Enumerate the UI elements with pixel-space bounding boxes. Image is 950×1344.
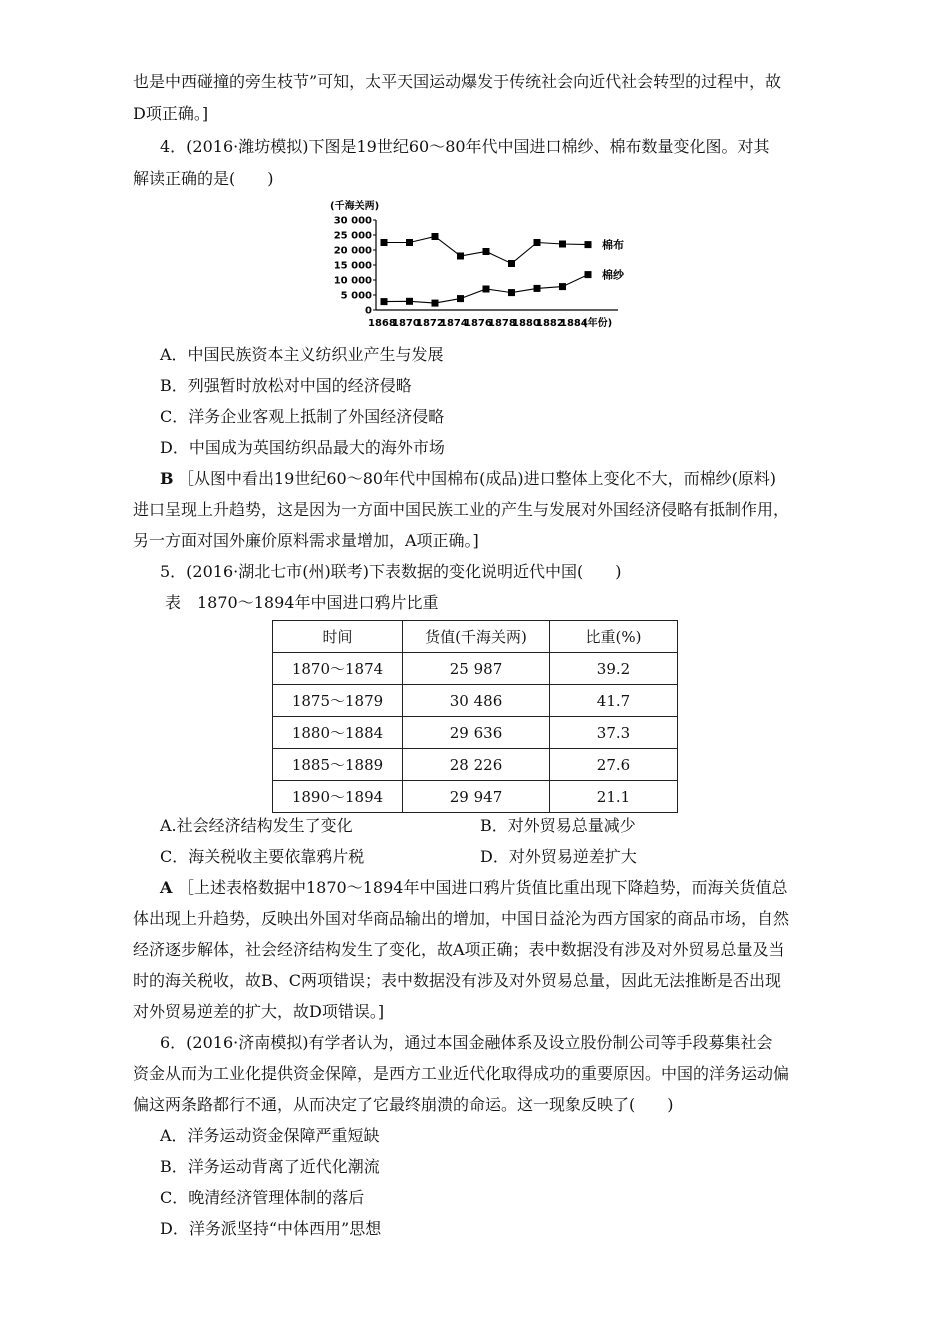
y-tick-label: 30 000: [333, 215, 372, 227]
data-point: [432, 233, 439, 240]
y-tick-label: 5 000: [340, 290, 372, 302]
table-cell: 30 486: [403, 685, 550, 717]
table-cell: 41.7: [550, 685, 678, 717]
x-tick-label: 1872: [416, 318, 444, 329]
table-row: [273, 717, 678, 749]
table-cell: 25 987: [403, 653, 550, 685]
x-tick-label: 1868: [368, 318, 396, 329]
data-point: [534, 239, 541, 246]
table-row: [273, 781, 678, 813]
q6-option-c: C．晚清经济管理体制的落后: [160, 1188, 365, 1207]
chart-ylabel: (千海关两): [330, 201, 380, 212]
series-label: 棉纱: [602, 268, 624, 282]
q4-answer-line: 进口呈现上升趋势，这是因为一方面中国民族工业的产生与发展对外国经济侵略有抵制作用，: [133, 500, 790, 519]
y-tick-label: 10 000: [333, 275, 372, 287]
q5-stem: 5．(2016·湖北七市(州)联考)下表数据的变化说明近代中国( ): [160, 562, 622, 581]
data-point: [432, 300, 439, 307]
q6-option-a: A．洋务运动资金保障严重短缺: [160, 1126, 380, 1145]
q5-option-a: A.社会经济结构发生了变化: [160, 816, 353, 835]
q4-option-c: C．洋务企业客观上抵制了外国经济侵略: [160, 407, 445, 426]
opium-table: [272, 620, 678, 813]
table-cell: 21.1: [550, 781, 678, 813]
y-tick-label: 20 000: [333, 245, 372, 257]
q5-answer-line: ［上述表格数据中1870～1894年中国进口鸦片货值比重出现下降趋势，而海关货值总: [178, 878, 788, 897]
q4-option-b: B．列强暂时放松对中国的经济侵略: [160, 376, 412, 395]
table-cell: 1875～1879: [273, 685, 403, 717]
x-tick-label: 1884: [560, 318, 588, 329]
data-point: [457, 253, 464, 260]
table-cell: 37.3: [550, 717, 678, 749]
q6-stem: 资金从而为工业化提供资金保障，是西方工业近代化取得成功的重要原因。中国的洋务运动偏: [133, 1064, 790, 1083]
q4-option-d: D．中国成为英国纺织品最大的海外市场: [160, 438, 445, 457]
q5-answer-line: 经济逐步解体，社会经济结构发生了变化，故A项正确；表中数据没有涉及对外贸易总量及当: [133, 940, 785, 959]
x-tick-label: 1882: [536, 318, 564, 329]
series-label: 棉布: [602, 238, 624, 252]
q4-stem: 解读正确的是( ): [133, 169, 274, 188]
x-tick-label: 1870: [392, 318, 420, 329]
data-point: [585, 241, 592, 248]
q4-stem: 4．(2016·潍坊模拟)下图是19世纪60～80年代中国进口棉纱、棉布数量变化图。对其: [160, 137, 770, 156]
data-point: [508, 260, 515, 267]
table-cell: 1880～1884: [273, 717, 403, 749]
chart-xlabel: (年份): [583, 318, 613, 329]
y-tick-label: 15 000: [333, 260, 372, 272]
table-cell: 29 947: [403, 781, 550, 813]
data-point: [534, 285, 541, 292]
table-cell: 1890～1894: [273, 781, 403, 813]
table-header: 时间: [273, 621, 403, 653]
q6-stem: 偏这两条路都行不通，从而决定了它最终崩溃的命运。这一现象反映了( ): [133, 1095, 674, 1114]
intro-line: D项正确。]: [133, 104, 209, 123]
data-point: [483, 286, 490, 293]
x-tick-label: 1880: [512, 318, 540, 329]
q4-option-a: A．中国民族资本主义纺织业产生与发展: [160, 345, 444, 364]
q5-answer-letter: A: [160, 878, 173, 897]
table-cell: 1870～1874: [273, 653, 403, 685]
q6-stem: 6．(2016·济南模拟)有学者认为，通过本国金融体系及设立股份制公司等手段募集社会: [160, 1033, 773, 1052]
table-cell: 29 636: [403, 717, 550, 749]
data-point: [381, 239, 388, 246]
data-point: [406, 239, 413, 246]
q6-option-b: B．洋务运动背离了近代化潮流: [160, 1157, 380, 1176]
q5-answer-line: 对外贸易逆差的扩大，故D项错误。]: [133, 1002, 385, 1021]
y-tick-label: 0: [365, 305, 372, 317]
table-cell: 39.2: [550, 653, 678, 685]
cotton-import-chart: [328, 200, 658, 330]
q6-option-d: D．洋务派坚持“中体西用”思想: [160, 1219, 382, 1238]
data-point: [508, 289, 515, 296]
table-header-row: [273, 621, 678, 653]
data-point: [483, 248, 490, 255]
q4-answer-letter: B: [160, 469, 174, 488]
q4-answer-line: ［从图中看出19世纪60～80年代中国棉布(成品)进口整体上变化不大，而棉纱(原料): [178, 469, 777, 488]
data-point: [559, 283, 566, 290]
q5-answer-line: 时的海关税收，故B、C两项错误；表中数据没有涉及对外贸易总量，因此无法推断是否出现: [133, 971, 782, 990]
data-point: [559, 241, 566, 248]
table-row: [273, 653, 678, 685]
data-point: [457, 295, 464, 302]
data-point: [585, 271, 592, 278]
q5-option-b: B．对外贸易总量减少: [480, 816, 636, 835]
table-header: 比重(%): [550, 621, 678, 653]
q5-option-d: D．对外贸易逆差扩大: [480, 847, 637, 866]
x-tick-label: 1878: [488, 318, 516, 329]
q5-table-caption: 表 1870～1894年中国进口鸦片比重: [165, 593, 439, 612]
data-point: [381, 298, 388, 305]
table-header: 货值(千海关两): [403, 621, 550, 653]
table-row: [273, 749, 678, 781]
y-tick-label: 25 000: [333, 230, 372, 242]
x-tick-label: 1876: [464, 318, 492, 329]
table-cell: 27.6: [550, 749, 678, 781]
table-row: [273, 685, 678, 717]
x-tick-label: 1874: [440, 318, 468, 329]
intro-line: 也是中西碰撞的旁生枝节”可知，太平天国运动爆发于传统社会向近代社会转型的过程中，故: [133, 72, 782, 91]
q4-answer-line: 另一方面对国外廉价原料需求量增加，A项正确。]: [133, 531, 479, 550]
data-point: [406, 298, 413, 305]
table-cell: 28 226: [403, 749, 550, 781]
q5-option-c: C．海关税收主要依靠鸦片税: [160, 847, 365, 866]
q5-answer-line: 体出现上升趋势，反映出外国对华商品输出的增加，中国日益沦为西方国家的商品市场，自然: [133, 909, 790, 928]
table-cell: 1885～1889: [273, 749, 403, 781]
